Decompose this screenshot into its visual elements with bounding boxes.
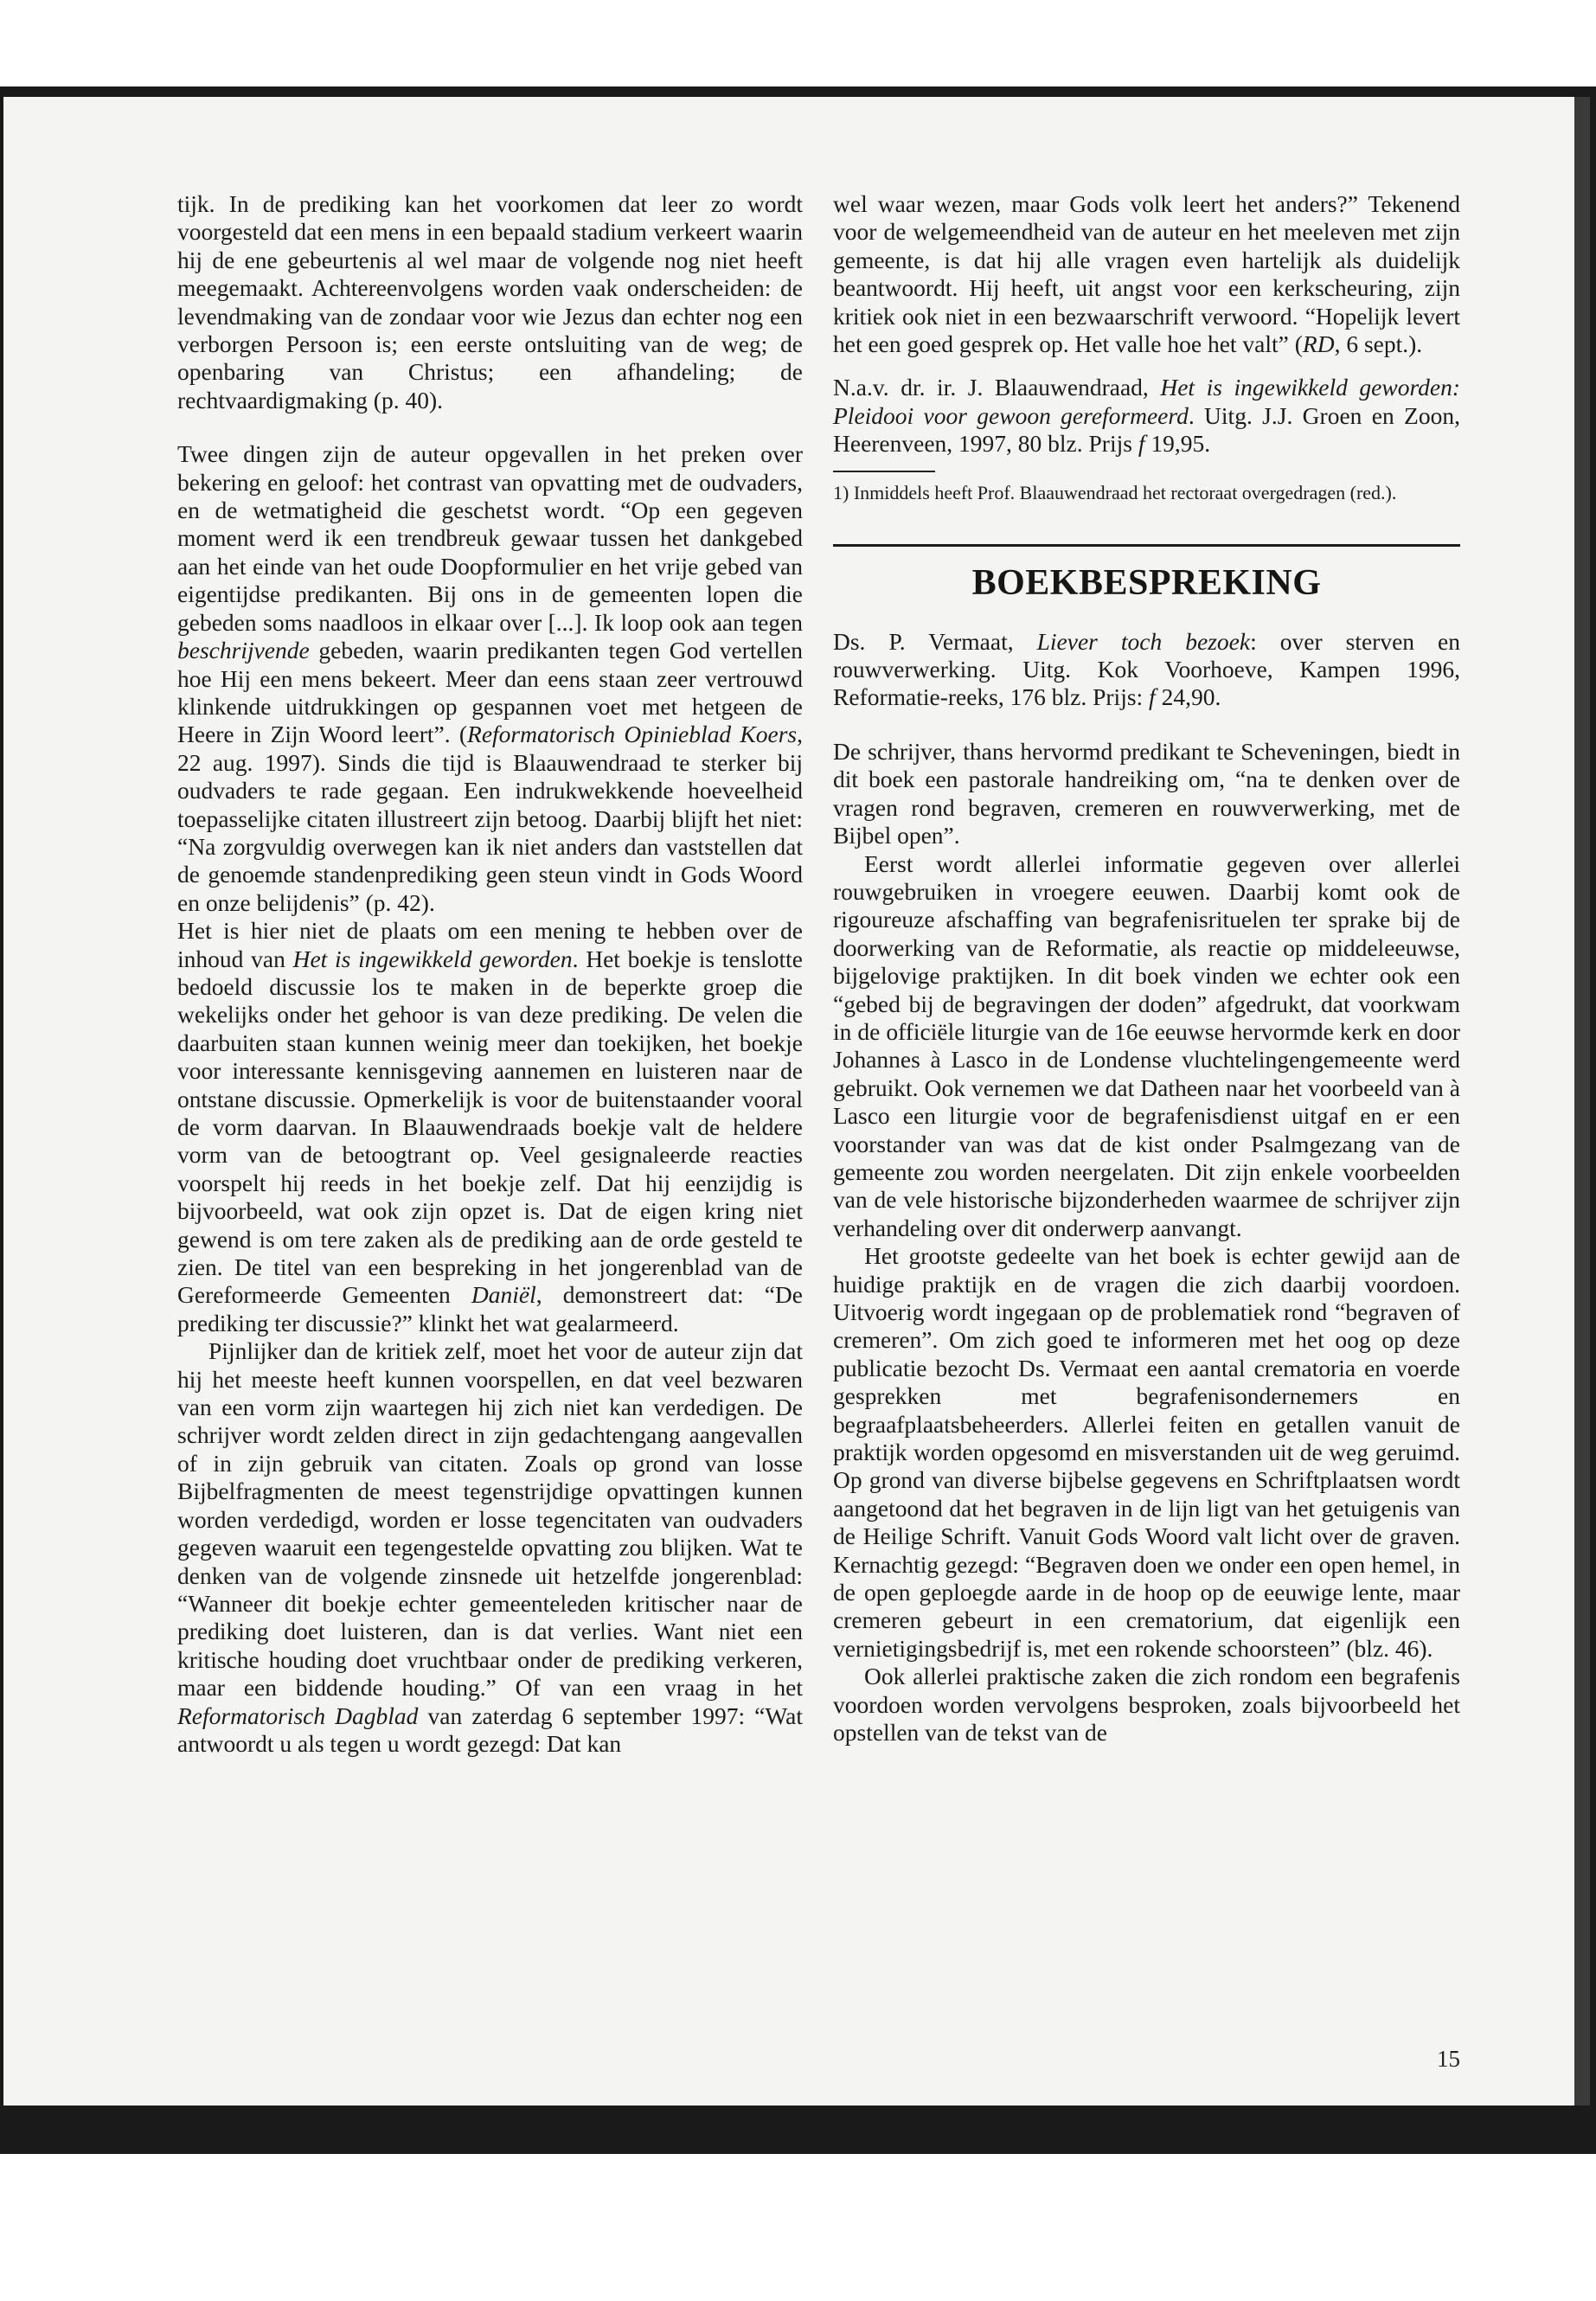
footnote: 1) Inmiddels heeft Prof. Blaauwendraad het rectoraat overgedragen (red.). [833,481,1397,503]
book-reference: Ds. P. Vermaat, Liever toch bezoek: over sterven en rouwverwerking. Uitg. Kok Voorhoeve, Kampen 1996, Reformatie-reeks, 176 blz. Prijs: f 24,90. [833,627,1461,711]
paragraph: Ook allerlei praktische zaken die zich rondom een begrafenis voordoen worden vervolgens besproken, zoals bijvoorbeeld het opstellen van de tekst van de [833,1663,1460,1747]
paragraph: Pijnlijker dan de kritiek zelf, moet het voor de auteur zijn dat hij het meeste heeft kunnen voorspellen, en dat veel bezwaren van een vorm zijn waartegen hij zich niet kan verdedigen. De schrijver wordt zelden direct in zijn gedachtengang aangevallen of in zijn gebruik van citaten. Zoals op grond van losse Bijbelfragmenten de meest tegenstrijdige opvattingen kunnen worden verdedigd, worden er losse tegencitaten van oudvaders gegeven waaruit een tegengestelde opvatting zou blijken. Wat te denken van de volgende zinsnede uit hetzelfde jongerenblad: “Wanneer dit boekje echter gemeenteleden kritischer naar de prediking doet luisteren, dan is dat verlies. Want niet een kritische houding doet vruchtbaar onder de prediking verkeren, maar een biddende houding.” Of van een vraag in het Reformatorisch Dagblad van zaterdag 6 september 1997: “Wat antwoordt u als tegen u wordt gezegd: Dat kan [177,1337,803,1757]
right-column [833,190,1460,1747]
paragraph: Het grootste gedeelte van het boek is echter gewijd aan de huidige praktijk en de vragen die zich daarbij voordoen. Uitvoerig wordt ingegaan op de problematiek rond “begraven of cremeren”. Om zich goed te informeren met het oog op deze publicatie bezocht Ds. Vermaat een aantal crematoria en voerde gesprekken met begrafenisondernemers en begraafplaatsbeheerders. Allerlei feiten en getallen vanuit de praktijk worden opgesomd en misverstanden uit de weg geruimd. Op grond van diverse bijbelse gegevens en Schriftplaatsen wordt aangetoond dat het begraven in de lijn ligt van het getuigenis van de Heilige Schrift. Vanuit Gods Woord valt licht over de graven. Kernachtig gezegd: “Begraven doen we onder een open hemel, in de open geploegde aarde in de hoop op de eeuwige lente, maar cremeren gebeurt in een crematorium, dat eigenlijk een vernietigingsbedrijf is, met een rokende schoorsteen” (blz. 46). [833,1242,1460,1662]
section-title: BOEKBESPREKING [971,562,1322,603]
book-reference: N.a.v. dr. ir. J. Blaauwendraad, Het is ingewikkeld geworden: Pleidooi voor gewoon gereformeerd. Uitg. J.J. Groen en Zoon, Heerenveen, 1997, 80 blz. Prijs f 19,95. [833,374,1460,458]
section-rule [833,544,1460,547]
footnote-rule [833,471,935,472]
page-number: 15 [1437,2046,1460,2072]
paragraph: Twee dingen zijn de auteur opgevallen in het preken over bekering en geloof: het contrast van opvatting met de oudvaders, en de wetmatigheid die geschetst wordt. “Op een gegeven moment werd ik een trendbreuk gewaar tussen het dankgebed aan het einde van het oude Doopformulier en het vrije gebed van eigentijdse predikanten. Bij ons in de gemeenten lopen die gebeden soms naadloos in elkaar over [...]. Ik loop ook aan tegen beschrijvende gebeden, waarin predikanten tegen God vertellen hoe Hij een mens bekeert. Meer dan eens staan zeer vertrouwd klinkende uitdrukkingen op gespannen voet met hetgeen de Heere in Zijn Woord leert”. (Reformatorisch Opinieblad Koers, 22 aug. 1997). Sinds die tijd is Blaauwendraad te sterker bij oudvaders te rade gegaan. Een indrukwekkende hoeveelheid toepasselijke citaten illustreert zijn betoog. Daarbij blijft het niet: “Na zorgvuldig overwegen kan ik niet anders dan vaststellen dat de genoemde standenprediking geen steun vindt in Gods Woord en onze belijdenis” (p. 42). [177,440,803,916]
left-column [177,190,803,1758]
paragraph: De schrijver, thans hervormd predikant te Scheveningen, biedt in dit boek een pastorale handreiking om, “na te denken over de vragen rond begraven, cremeren en rouwverwerking, met de Bijbel open”. [833,737,1460,849]
page-edge-shadow [1574,97,1590,2106]
paragraph: Het is hier niet de plaats om een mening te hebben over de inhoud van Het is ingewikkeld geworden. Het boekje is tenslotte bedoeld discussie los te maken in de beperkte groep die wekelijks onder het gehoor is van deze prediking. De velen die daarbuiten staan kunnen weinig meer dan toekijken, het boekje voor interessante kennisgeving aannemen en luisteren naar de ontstane discussie. Opmerkelijk is voor de buitenstaander vooral de vorm daarvan. In Blaauwendraads boekje valt de heldere vorm van de betoogtrant op. Veel gesignaleerde reacties voorspelt hij reeds in het boekje zelf. Dat hij eenzijdig is bijvoorbeeld, wat ook zijn opzet is. Dat de eigen kring niet gewend is om tere zaken als de prediking aan de orde gesteld te zien. De titel van een bespreking in het jongerenblad van de Gereformeerde Gemeenten Daniël, demonstreert dat: “De prediking ter discussie?” klinkt het wat gealarmeerd. [177,917,803,1336]
paragraph: tijk. In de prediking kan het voorkomen dat leer zo wordt voorgesteld dat een mens in een bepaald stadium verkeert waarin hij de ene gebeurtenis al wel maar de volgende nog niet heeft meegemaakt. Achtereenvolgens worden vaak onderscheiden: de levendmaking van de zondaar voor wie Jezus dan echter nog een verborgen Persoon is; een eerste ontsluiting van de weg; de openbaring van Christus; een afhandeling; de rechtvaardigmaking (p. 40). [177,190,803,413]
paragraph: wel waar wezen, maar Gods volk leert het anders?” Tekenend voor de welgemeendheid van de auteur en het meeleven met zijn gemeente, is dat hij alle vragen even hartelijk als duidelijk beantwoordt. Hij heeft, uit angst voor een kerkscheuring, zijn kritiek ook niet in een bezwaarschrift verwoord. “Hopelijk levert het een goed gesprek op. Het valle hoe het valt” (RD, 6 sept.). [833,190,1460,358]
paragraph: Eerst wordt allerlei informatie gegeven over allerlei rouwgebruiken in vroegere eeuwen. Daarbij komt ook de rigoureuze afschaffing van begrafenisrituelen ter sprake bij de doorwerking van de Reformatie, als reactie op middeleeuwse, bijgelovige praktijken. In dit boek vinden we echter ook een “gebed bij de begravingen der doden” afgedrukt, dat voorkwam in de officiële liturgie van de 16e eeuwse hervormde kerk en door Johannes à Lasco in de Londense vluchtelingengemeente werd gebruikt. Ook vernemen we dat Datheen naar het voorbeeld van à Lasco een liturgie voor de begrafenisdienst uitgaf en er een voorstander van was dat de kist onder Psalmgezang van de gemeente zou worden neergelaten. Dit zijn enkele voorbeelden van de vele historische bijzonderheden waarmee de schrijver zijn verhandeling over dit onderwerp aanvangt. [833,849,1460,1241]
